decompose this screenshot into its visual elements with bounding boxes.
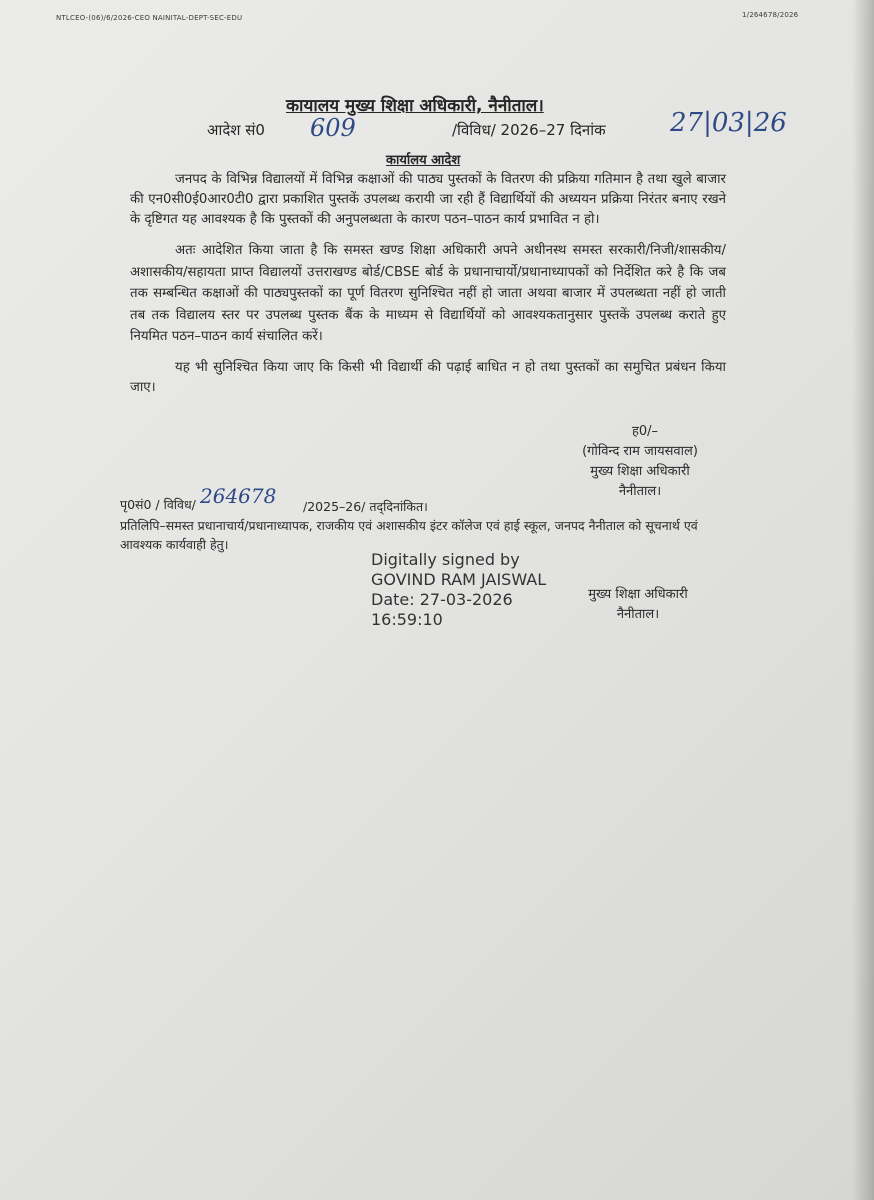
digital-sign-line3: Date: 27-03-2026 [371, 590, 513, 609]
digital-signature [371, 550, 546, 630]
endorsement-prefix: पृ0सं0 / विविध/ [120, 497, 196, 512]
signed-mark: ह0/– [631, 424, 659, 439]
paragraph-2: अतः आदेशित किया जाता है कि समस्त खण्ड शिक्षा अधिकारी अपने अधीनस्थ समस्त सरकारी/निजी/शासकीय/अशासकीय/सहायता प्राप्त विद्यालयों उत्तराखण्ड बोर्ड/CBSE बोर्ड के प्रधानाचार्यो/प्रधानाध्यापकों को निर्देशित करे है कि जब तक सम्बन्धित कक्षाओं की पाठ्यपुस्तकों का पूर्ण वितरण सुनिश्चित नहीं हो जाता अथवा बाजार में उपलब्धता नहीं हो जाती तब तक विद्यालय स्तर पर उपलब्ध पुस्तक बैंक के माध्यम से विद्यार्थियों को आवश्यकतानुसार पुस्तकें उपलब्ध कराते हुए नियमित पठन–पाठन कार्य संचालित करें। [130, 243, 726, 344]
signature-block-bottom [568, 585, 708, 625]
endorsement-number-handwritten: 264678 [200, 484, 277, 508]
order-date-handwritten: 27|03|26 [670, 108, 787, 138]
document-number: 1/264678/2026 [742, 11, 799, 19]
order-line [207, 120, 265, 140]
paragraph-1: जनपद के विभिन्न विद्यालयों में विभिन्न कक्षाओं की पाठ्य पुस्तकों के वितरण की प्रक्रिया गतिमान है तथा खुले बाजार की एन0सी0ई0आर0टी0 द्वारा प्रकाशित पुस्तकें उपलब्ध करायी जा रही हैं विद्यार्थियों की अध्ययन प्रक्रिया निरंतर बनाए रखने के दृष्टिगत यह आवश्यक है कि पुस्तकों की अनुपलब्धता के कारण पठन–पाठन कार्य प्रभावित न हो। [130, 172, 726, 227]
endorsement-suffix: /2025–26/ तद्‌दिनांकित। [303, 499, 428, 514]
bottom-location: नैनीताल। [616, 607, 660, 622]
copy-to-text: प्रतिलिपि–समस्त प्रधानाचार्य/प्रधानाध्यापक, राजकीय एवं अशासकीय इंटर कॉलेज एवं हाई स्कूल, जनपद नैनीताल को सूचनार्थ एवं आवश्यक कार्यवाही हेतु। [120, 518, 698, 552]
file-reference: NTLCEO-(06)/6/2026-CEO NAINITAL-DEPT-SEC-EDU [56, 14, 243, 22]
digital-sign-line2: GOVIND RAM JAISWAL [371, 570, 547, 589]
endorsement-line [120, 495, 196, 514]
subject-heading: कार्यालय आदेश [386, 153, 461, 168]
signatory-location: नैनीताल। [618, 484, 662, 499]
order-number-handwritten: 609 [310, 114, 356, 142]
signature-block [560, 422, 720, 502]
bottom-designation: मुख्य शिक्षा अधिकारी [588, 587, 688, 602]
signatory-designation: मुख्य शिक्षा अधिकारी [590, 464, 690, 479]
signatory-name: (गोविन्द राम जायसवाल) [582, 444, 698, 459]
order-middle: /विविध/ 2026–27 दिनांक [452, 121, 606, 139]
digital-sign-line4: 16:59:10 [371, 610, 443, 629]
office-title: कायालय मुख्य शिक्षा अधिकारी, नैनीताल। [286, 96, 544, 116]
order-prefix: आदेश सं0 [207, 121, 265, 139]
paragraph-3: यह भी सुनिश्चित किया जाए कि किसी भी विद्यार्थी की पढ़ाई बाधित न हो तथा पुस्तकों का समुचित प्रबंधन किया जाए। [130, 360, 726, 395]
digital-sign-line1: Digitally signed by [371, 550, 520, 569]
